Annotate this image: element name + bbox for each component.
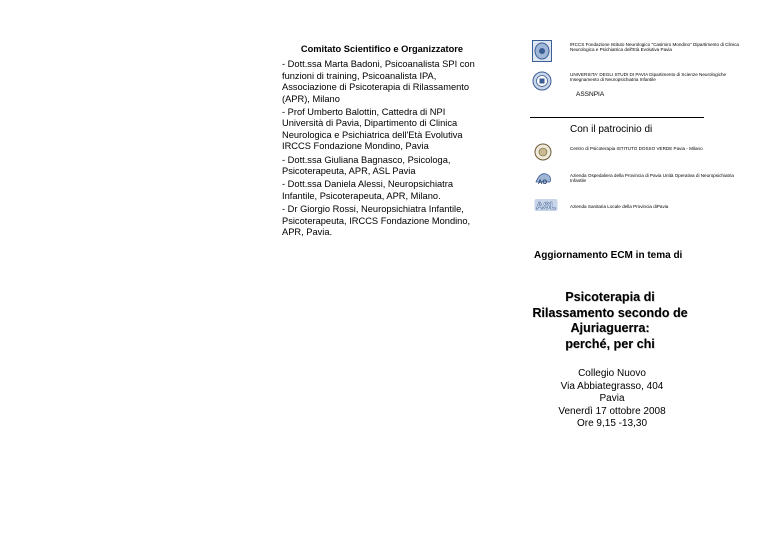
organizer-text: IRCCS Fondazione Istituto Neurologico "Casimiro Mondino" Dipartimento di Clinica Neurologica e Psichiatrica dell'Età Evolutiva Pavia <box>570 42 739 53</box>
organizer-text: UNIVERSITA' DEGLI STUDI DI PAVIA Dipartimento di Scienze Neurologiche Insegnamento di Neuropsichiatria Infantile <box>570 72 727 83</box>
dosso-verde-seal-icon <box>534 143 552 161</box>
ecm-heading: Aggiornamento ECM in tema di <box>534 250 683 261</box>
committee-title: Comitato Scientifico e Organizzatore <box>300 44 464 54</box>
committee-member: - Dr Giorgio Rossi, Neuropsichiatra Infantile, Psicoterapeuta, IRCCS Fondazione Mondino, APR, Pavia. <box>282 204 471 238</box>
svg-text:ASL: ASL <box>536 201 556 212</box>
venue-address: Via Abbiategrasso, 404 <box>560 380 664 392</box>
committee-member: - Prof Umberto Balottin, Cattedra di NPI Università di Pavia, Dipartimento di Clinica Neurologica e Psichiatrica dell'Età Evolutiva IRCCS Fondazione Mondino, Pavia <box>282 107 463 152</box>
event-title <box>522 290 698 352</box>
event-title-line: perché, per chi <box>565 336 655 351</box>
divider <box>530 117 704 118</box>
event-title-line: Ajuriaguerra: <box>570 321 650 335</box>
committee-member: - Dott.ssa Giuliana Bagnasco, Psicologa, Psicoterapeuta, APR, ASL Pavia <box>282 154 451 177</box>
university-seal-icon <box>532 70 552 92</box>
venue-date: Venerdì 17 ottobre 2008 <box>558 405 666 417</box>
asl-logo-icon <box>534 197 558 213</box>
venue-name: Collegio Nuovo <box>578 368 646 379</box>
committee-member: - Dott.ssa Marta Badoni, Psicoanalista SPI con funzioni di training, Psicoanalista IPA, Associazione di Psicoterapia di Rilassamento (APR), Milano <box>282 59 475 104</box>
event-title-line: Psicoterapia di <box>565 290 655 304</box>
patrocinio-label: Con il patrocinio di <box>570 124 653 135</box>
event-title-line: Rilassamento secondo de <box>532 305 688 320</box>
sponsor-text: Azienda Ospedaliera della Provincia di Pavia Unità Operativa di Neuropsichiatria Infantile <box>570 173 734 184</box>
venue-block <box>548 368 676 431</box>
sponsor-text: Azienda Sanitaria Locale della Provincia diPavia <box>570 204 669 209</box>
assnpia-label: ASSNPIA <box>576 91 605 98</box>
venue-time: Ore 9,15 -13,30 <box>576 418 648 430</box>
mondino-seal-icon <box>532 40 552 62</box>
sponsor-text: Centro di Psicoterapia ISTITUTO DOSSO VERDE Pavia - Milano <box>570 146 703 151</box>
committee-section <box>282 44 482 241</box>
svg-text:AO: AO <box>538 180 547 186</box>
venue-city: Pavia <box>599 393 625 405</box>
committee-member: - Dott.ssa Daniela Alessi, Neuropsichiatra Infantile, Psicoterapeuta, APR, Milano. <box>282 179 454 201</box>
ao-logo-icon <box>534 170 554 186</box>
